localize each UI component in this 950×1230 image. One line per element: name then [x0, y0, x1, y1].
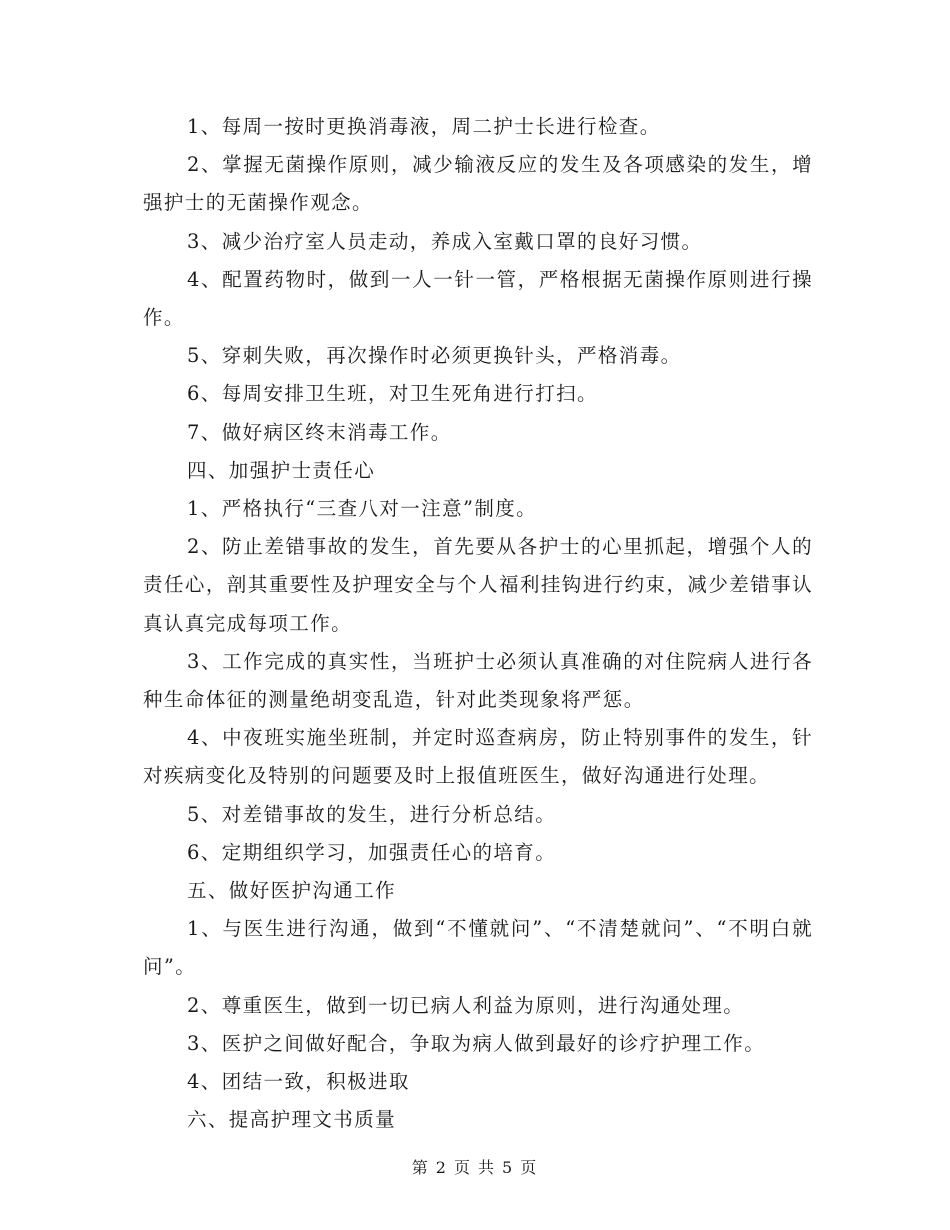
- footer-total-word: 共: [478, 1158, 497, 1177]
- footer-page-word: 页: [453, 1158, 472, 1177]
- total-pages-number: 5: [502, 1158, 515, 1177]
- paragraph: 1、与医生进行沟通，做到“不懂就问”、“不清楚就问”、“不明白就问”。: [143, 917, 813, 979]
- current-page-number: 2: [435, 1158, 448, 1177]
- paragraph: 4、团结一致，积极进取: [187, 1070, 410, 1094]
- paragraph: 4、中夜班实施坐班制，并定时巡查病房，防止特别事件的发生，针对疾病变化及特别的问题要及时上报值班医生，做好沟通进行处理。: [143, 726, 813, 788]
- paragraph: 3、工作完成的真实性，当班护士必须认真准确的对住院病人进行各种生命体征的测量绝胡变乱造，针对此类现象将严惩。: [143, 649, 813, 712]
- footer-prefix: 第: [411, 1158, 430, 1177]
- paragraph: 2、防止差错事故的发生，首先要从各护士的心里抓起，增强个人的责任心，剖其重要性及护理安全与个人福利挂钩进行约束，减少差错事认真认真完成每项工作。: [143, 535, 813, 635]
- section-heading: 四、加强护士责任心: [187, 458, 376, 482]
- paragraph: 7、做好病区终末消毒工作。: [187, 420, 452, 444]
- paragraph: 2、掌握无菌操作原则，减少输液反应的发生及各项感染的发生，增强护士的无菌操作观念。: [143, 153, 813, 215]
- paragraph: 5、穿刺失败，再次操作时必须更换针头，严格消毒。: [187, 344, 682, 368]
- paragraph: 4、配置药物时，做到一人一针一管，严格根据无菌操作原则进行操作。: [143, 267, 813, 330]
- document-body: [143, 108, 813, 1139]
- paragraph: 1、严格执行“三查八对一注意”制度。: [187, 497, 538, 521]
- paragraph: 5、对差错事故的发生，进行分析总结。: [187, 802, 557, 826]
- paragraph: 3、医护之间做好配合，争取为病人做到最好的诊疗护理工作。: [187, 1031, 766, 1055]
- paragraph: 1、每周一按时更换消毒液，周二护士长进行检查。: [187, 115, 661, 138]
- section-heading: 五、做好医护沟通工作: [187, 879, 397, 903]
- page-footer: [0, 1155, 950, 1178]
- paragraph: 3、减少治疗室人员走动，养成入室戴口罩的良好习惯。: [187, 229, 703, 253]
- paragraph: 2、尊重医生，做到一切已病人利益为原则，进行沟通处理。: [187, 993, 745, 1017]
- footer-suffix: 页: [520, 1158, 539, 1177]
- paragraph: 6、每周安排卫生班，对卫生死角进行打扫。: [187, 382, 598, 406]
- paragraph: 6、定期组织学习，加强责任心的培育。: [187, 840, 557, 864]
- section-heading: 六、提高护理文书质量: [187, 1108, 397, 1132]
